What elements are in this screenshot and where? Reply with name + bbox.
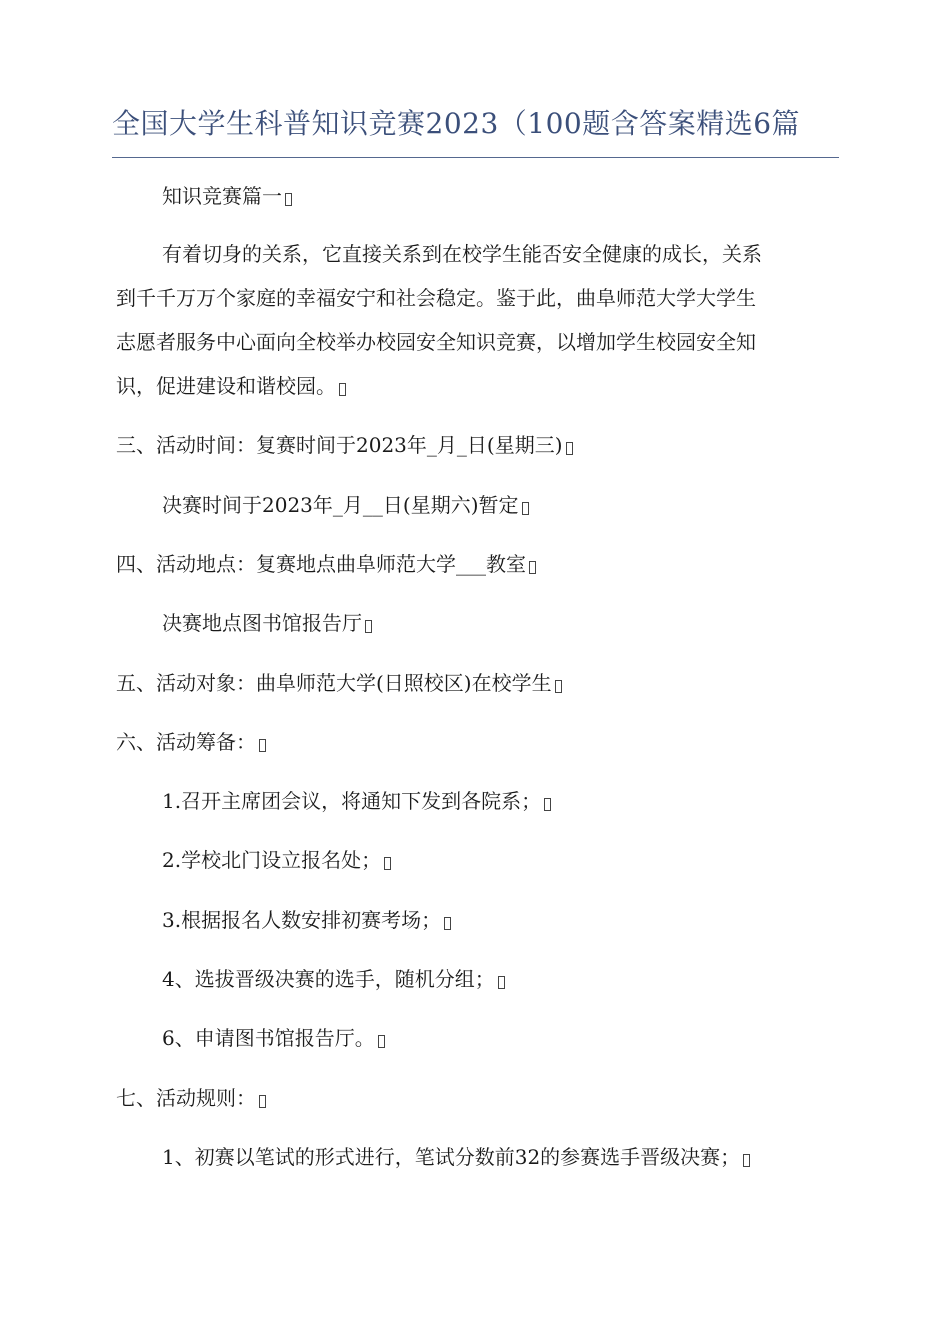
activity-target [116,669,562,697]
intro-line: 到千千万万个家庭的幸福安宁和社会稳定。鉴于此，曲阜师范大学大学生 [116,286,756,310]
prep-heading-text: 六、活动筹备： [116,730,256,754]
activity-time-final [162,491,529,519]
activity-time-final-text: 决赛时间于2023年_月__日(星期六)暂定 [162,493,519,517]
prep-item [162,1024,385,1052]
activity-target-text: 五、活动对象：曲阜师范大学(日照校区)在校学生 [116,671,552,695]
paragraph-mark-icon [378,1035,385,1048]
prep-item-text: 6、申请图书馆报告厅。 [162,1026,375,1050]
activity-place-final-text: 决赛地点图书馆报告厅 [162,611,362,635]
prep-item-text: 2.学校北门设立报名处； [162,848,382,872]
section-heading-text: 知识竞赛篇一 [162,184,282,208]
paragraph-mark-icon [566,442,573,455]
activity-time-text: 三、活动时间：复赛时间于2023年_月_日(星期三) [116,433,563,457]
paragraph-mark-icon [259,1095,266,1108]
paragraph-mark-icon [384,857,391,870]
paragraph-mark-icon [365,620,372,633]
title-underline [112,157,839,158]
intro-line [116,372,346,400]
paragraph-mark-icon [339,383,346,396]
prep-item [162,906,451,934]
paragraph-mark-icon [743,1154,750,1167]
prep-item [162,846,391,874]
paragraph-mark-icon [285,193,292,206]
intro-line-text: 识，促进建设和谐校园。 [116,374,336,398]
paragraph-mark-icon [498,976,505,989]
prep-item [162,965,505,993]
prep-item-text: 1.召开主席团会议，将通知下发到各院系； [162,789,542,813]
paragraph-mark-icon [555,680,562,693]
rules-heading [116,1084,266,1112]
activity-place [116,550,536,578]
paragraph-mark-icon [544,798,551,811]
prep-heading [116,728,266,756]
prep-item [162,787,551,815]
prep-item-text: 4、选拔晋级决赛的选手，随机分组； [162,967,495,991]
prep-item-text: 3.根据报名人数安排初赛考场； [162,908,442,932]
section-heading [162,182,292,210]
activity-place-final [162,609,372,637]
activity-time [116,431,573,459]
paragraph-mark-icon [444,917,451,930]
intro-line: 有着切身的关系，它直接关系到在校学生能否安全健康的成长，关系 [162,242,762,266]
rules-item-text: 1、初赛以笔试的形式进行，笔试分数前32的参赛选手晋级决赛； [162,1145,741,1169]
activity-place-text: 四、活动地点：复赛地点曲阜师范大学___教室 [116,552,526,576]
paragraph-mark-icon [522,502,529,515]
intro-line: 志愿者服务中心面向全校举办校园安全知识竞赛，以增加学生校园安全知 [116,330,756,354]
document-title: 全国大学生科普知识竞赛2023（100题含答案精选6篇 [112,107,801,140]
rules-item [162,1143,750,1171]
paragraph-mark-icon [529,561,536,574]
paragraph-mark-icon [259,739,266,752]
rules-heading-text: 七、活动规则： [116,1086,256,1110]
